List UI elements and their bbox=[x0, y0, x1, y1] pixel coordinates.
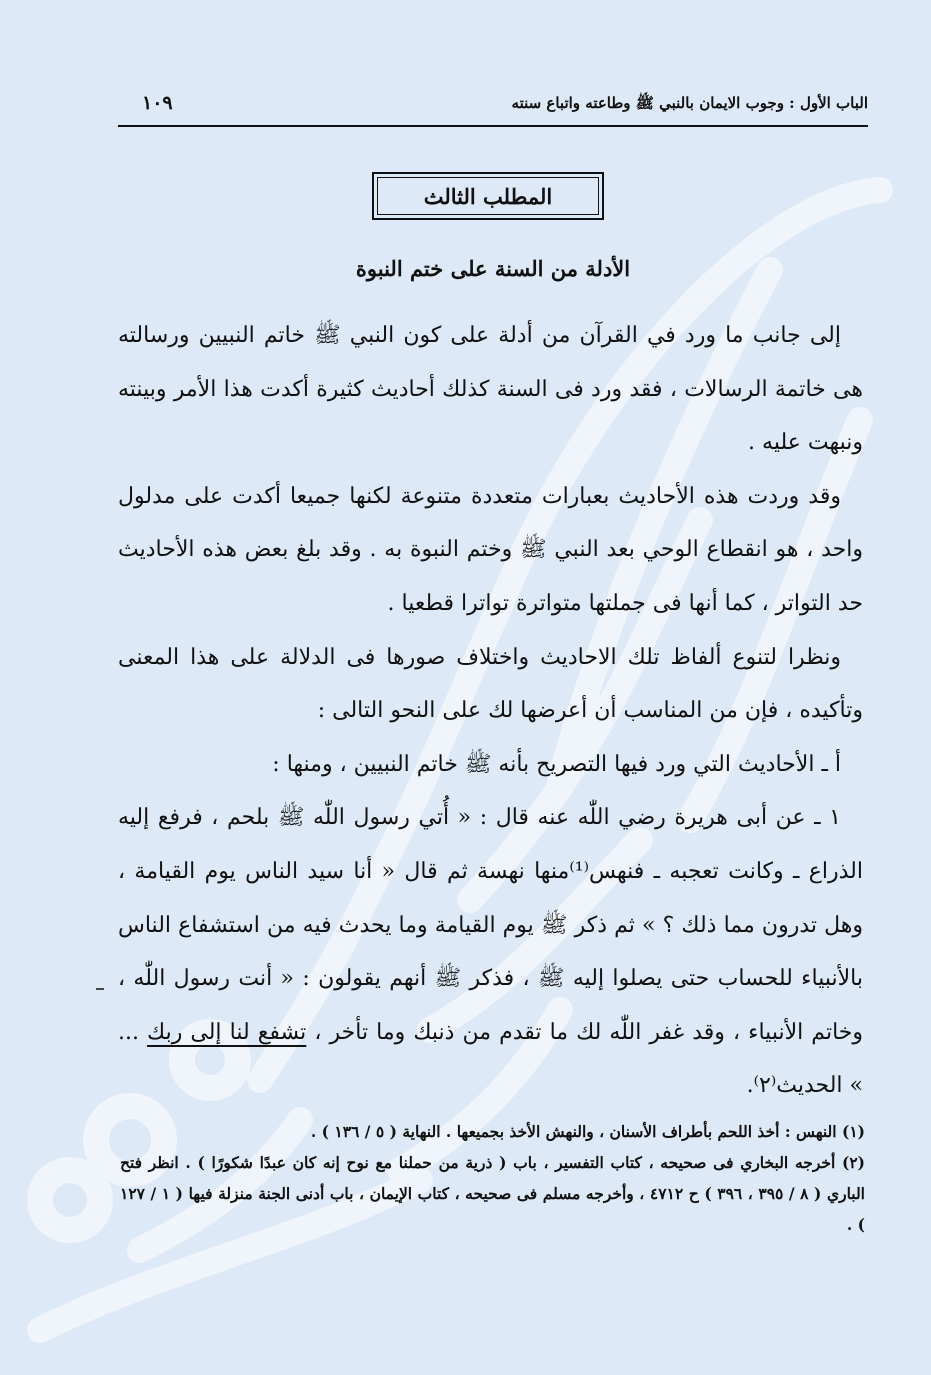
header-title: الباب الأول : وجوب الايمان بالنبي ﷺ وطاعته واتباع سنته bbox=[511, 94, 868, 112]
running-header bbox=[118, 88, 868, 124]
header-divider bbox=[118, 125, 868, 127]
paragraph-5 bbox=[118, 791, 863, 1113]
body-text bbox=[118, 309, 863, 1113]
paragraph-3: ونظرا لتنوع ألفاظ تلك الاحاديث واختلاف صورها فى الدلالة على هذا المعنى وتأكيده ، فإن من المناسب أن أعرضها لك على النحو التالى : bbox=[118, 644, 863, 724]
margin-mark bbox=[96, 988, 104, 990]
page-number: ١٠٩ bbox=[142, 92, 173, 114]
footnotes bbox=[120, 1116, 865, 1240]
paragraph-1: إلى جانب ما ورد في القرآن من أدلة على كون النبي ﷺ خاتم النبيين ورسالته هى خاتمة الرسالات ، فقد ورد فى السنة كذلك أحاديث كثيرة أكدت هذا الأمر وبينته ونبهت عليه . bbox=[118, 323, 863, 456]
hadith-underlined-phrase: تشفع لنا إلى ربك bbox=[147, 1019, 307, 1045]
footnote-1: (١) النهس : أخذ اللحم بأطراف الأسنان ، والنهش الأخذ بجميعها . النهاية ( ٥ / ١٣٦ ) . bbox=[310, 1122, 865, 1141]
paragraph-2: وقد وردت هذه الأحاديث بعبارات متعددة متنوعة لكنها جميعا أكدت على مدلول واحد ، هو انقطاع الوحي بعد النبي ﷺ وختم النبوة به . وقد بلغ بعض هذه الأحاديث حد التواتر ، كما أنها فى جملتها متواترة تواترا قطعيا . bbox=[118, 483, 863, 616]
section-heading-box bbox=[372, 172, 604, 220]
section-subtitle: الأدلة من السنة على ختم النبوة bbox=[355, 256, 631, 281]
hadith-ending: ... » الحديث⁽٢⁾. bbox=[118, 1019, 863, 1099]
section-heading: المطلب الثالث bbox=[423, 184, 553, 209]
hadith-text: ١ ـ عن أبى هريرة رضي اللّٰه عنه قال : « أُتي رسول اللّٰه ﷺ بلحم ، فرفع إليه الذراع ـ وكانت تعجبه ـ فنهس⁽¹⁾منها نهسة ثم قال « أنا سيد الناس يوم القيامة ، وهل تدرون مما ذلك ؟ » ثم ذكر ﷺ يوم القيامة وما يحدث فيه من استشفاع الناس بالأنبياء للحساب حتى يصلوا إليه ﷺ ، فذكر ﷺ أنهم يقولون : « أنت رسول اللّٰه ، وخاتم الأنبياء ، وقد غفر اللّٰه لك ما تقدم من ذنبك وما تأخر ، bbox=[118, 805, 863, 1045]
footnote-2: (٢) أخرجه البخاري فى صحيحه ، كتاب التفسير ، باب ( ذرية من حملنا مع نوح إنه كان عبدًا شكورًا ) . انظر فتح الباري ( ٨ / ٣٩٥ ، ٣٩٦ ) ح ٤٧١٢ ، وأخرجه مسلم فى صحيحه ، كتاب الإيمان ، باب أدنى الجنة منزلة فيها ( ١ / ١٢٧ ) . bbox=[120, 1153, 865, 1234]
paragraph-4: أ ـ الأحاديث التي ورد فيها التصريح بأنه ﷺ خاتم النبيين ، ومنها : bbox=[272, 751, 841, 777]
